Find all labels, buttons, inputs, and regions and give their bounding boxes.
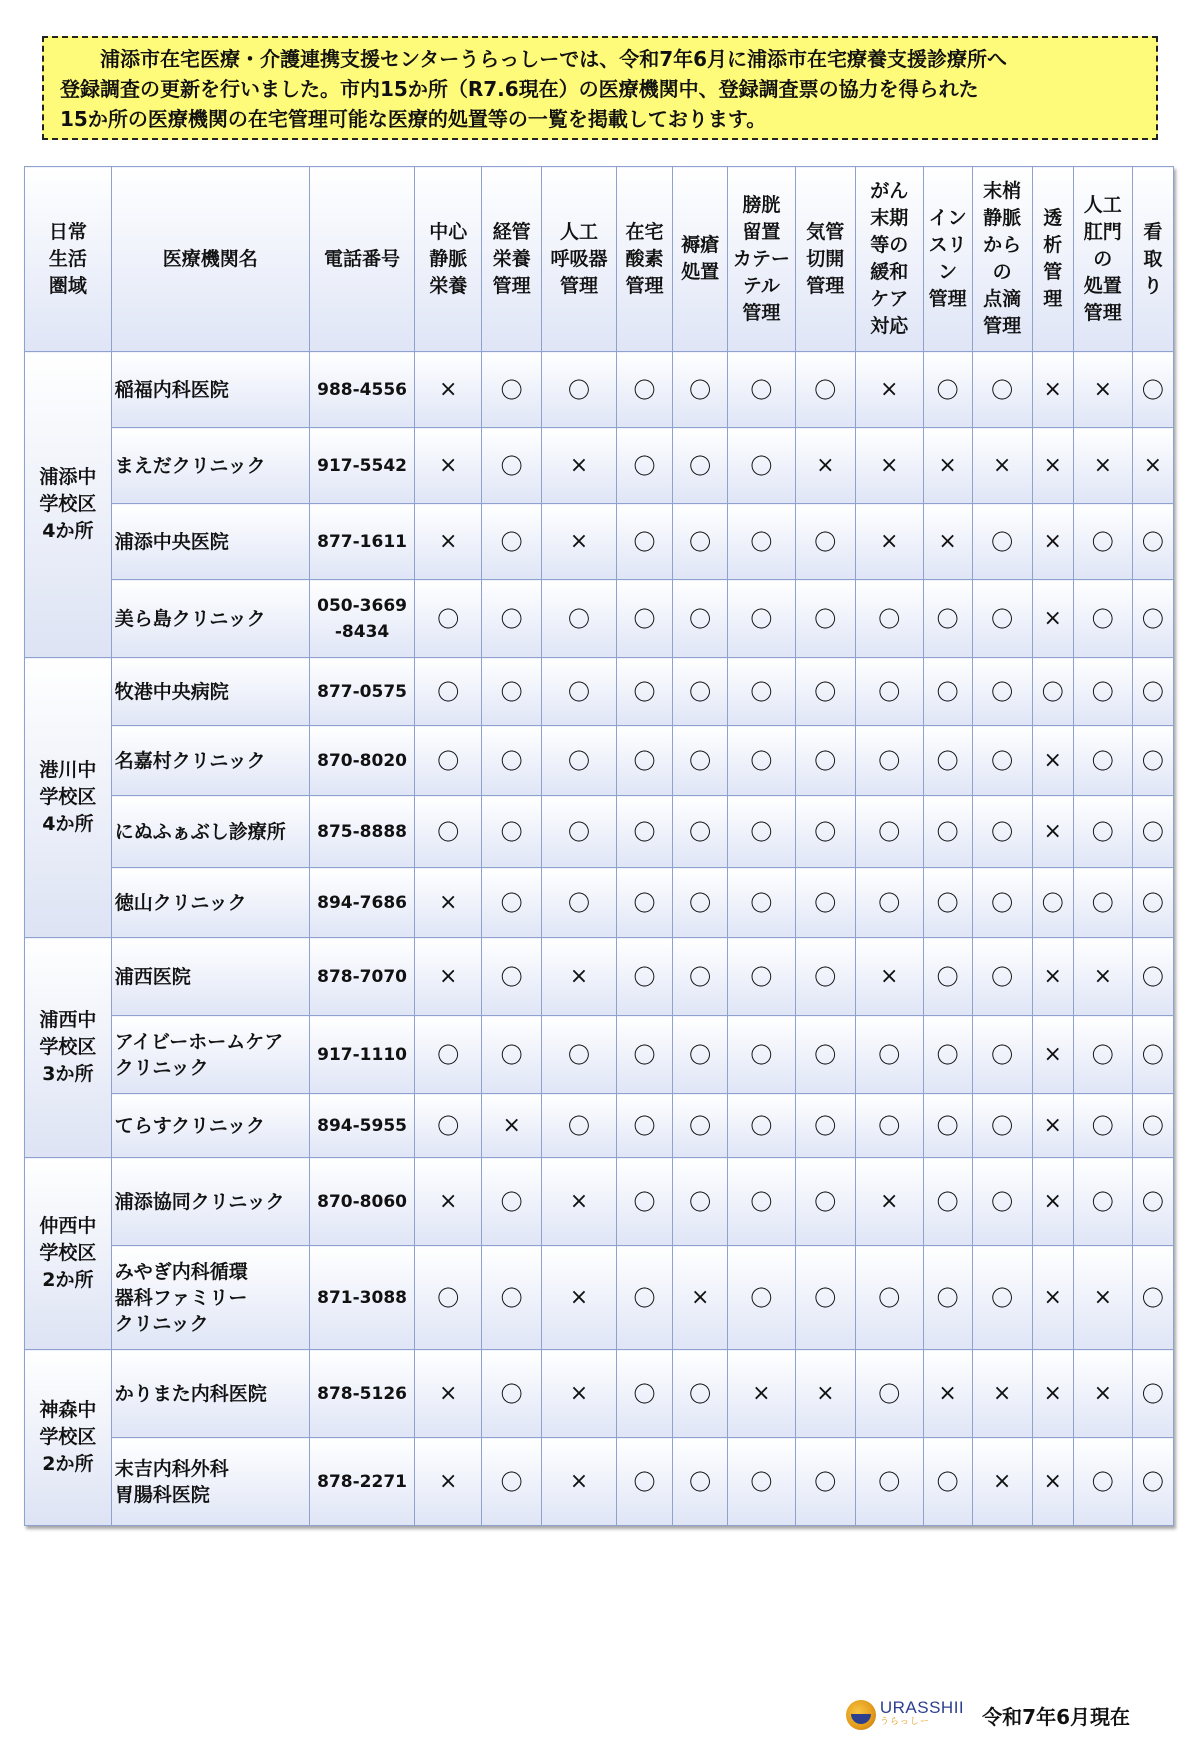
available-mark: 〇 (616, 352, 673, 428)
available-mark: 〇 (542, 1016, 617, 1094)
available-mark: 〇 (673, 868, 728, 938)
available-mark: 〇 (482, 938, 542, 1016)
facility-phone: 870-8020 (309, 726, 415, 796)
available-mark: 〇 (923, 726, 972, 796)
unavailable-mark: × (795, 1350, 855, 1438)
facility-phone: 870-8060 (309, 1158, 415, 1246)
available-mark: 〇 (727, 504, 795, 580)
facility-phone: 877-0575 (309, 658, 415, 726)
table-row (25, 1246, 1174, 1350)
available-mark: 〇 (482, 658, 542, 726)
as-of-date: 令和7年6月現在 (982, 1704, 1130, 1729)
unavailable-mark: × (1032, 1094, 1073, 1158)
available-mark: 〇 (673, 1438, 728, 1526)
unavailable-mark: × (923, 1350, 972, 1438)
unavailable-mark: × (542, 1158, 617, 1246)
available-mark: 〇 (855, 1246, 923, 1350)
available-mark: 〇 (616, 580, 673, 658)
available-mark: 〇 (1032, 868, 1073, 938)
available-mark: 〇 (482, 1438, 542, 1526)
available-mark: 〇 (482, 504, 542, 580)
available-mark: 〇 (972, 1158, 1032, 1246)
available-mark: 〇 (1073, 1094, 1132, 1158)
unavailable-mark: × (1032, 726, 1073, 796)
table-row (25, 1438, 1174, 1526)
available-mark: 〇 (727, 658, 795, 726)
available-mark: 〇 (1073, 580, 1132, 658)
available-mark: 〇 (415, 796, 482, 868)
table-row (25, 1094, 1174, 1158)
header-service: 気管 切開 管理 (795, 167, 855, 352)
unavailable-mark: × (542, 1350, 617, 1438)
header-service: 経管 栄養 管理 (482, 167, 542, 352)
available-mark: 〇 (542, 796, 617, 868)
area-label: 浦添中 学校区 4か所 (25, 352, 112, 658)
available-mark: 〇 (1073, 726, 1132, 796)
unavailable-mark: × (923, 428, 972, 504)
available-mark: 〇 (482, 1158, 542, 1246)
available-mark: 〇 (415, 1246, 482, 1350)
facility-name: 名嘉村クリニック (111, 726, 309, 796)
available-mark: 〇 (673, 1094, 728, 1158)
unavailable-mark: × (415, 1438, 482, 1526)
table-row (25, 504, 1174, 580)
table-row (25, 868, 1174, 938)
facility-phone: 878-2271 (309, 1438, 415, 1526)
available-mark: 〇 (673, 352, 728, 428)
unavailable-mark: × (972, 1350, 1032, 1438)
unavailable-mark: × (855, 352, 923, 428)
available-mark: 〇 (1132, 1246, 1173, 1350)
available-mark: 〇 (616, 428, 673, 504)
available-mark: 〇 (855, 658, 923, 726)
unavailable-mark: × (542, 428, 617, 504)
unavailable-mark: × (972, 428, 1032, 504)
unavailable-mark: × (415, 352, 482, 428)
facility-phone: 894-5955 (309, 1094, 415, 1158)
unavailable-mark: × (1073, 1350, 1132, 1438)
available-mark: 〇 (855, 1438, 923, 1526)
facility-name: アイビーホームケア クリニック (111, 1016, 309, 1094)
available-mark: 〇 (482, 868, 542, 938)
sun-logo-icon (846, 1700, 876, 1730)
available-mark: 〇 (616, 658, 673, 726)
table-row (25, 352, 1174, 428)
available-mark: 〇 (923, 1246, 972, 1350)
available-mark: 〇 (673, 1016, 728, 1094)
available-mark: 〇 (855, 580, 923, 658)
table-row (25, 580, 1174, 658)
available-mark: 〇 (542, 726, 617, 796)
unavailable-mark: × (1073, 428, 1132, 504)
available-mark: 〇 (727, 938, 795, 1016)
available-mark: 〇 (482, 796, 542, 868)
available-mark: 〇 (673, 1158, 728, 1246)
available-mark: 〇 (795, 726, 855, 796)
available-mark: 〇 (1132, 796, 1173, 868)
available-mark: 〇 (1132, 1350, 1173, 1438)
available-mark: 〇 (727, 1094, 795, 1158)
header-service: 中心 静脈 栄養 (415, 167, 482, 352)
available-mark: 〇 (616, 1158, 673, 1246)
available-mark: 〇 (972, 580, 1032, 658)
header-service: 人工 肛門 の 処置 管理 (1073, 167, 1132, 352)
available-mark: 〇 (616, 1246, 673, 1350)
unavailable-mark: × (1032, 352, 1073, 428)
available-mark: 〇 (972, 868, 1032, 938)
available-mark: 〇 (727, 726, 795, 796)
facility-phone: 875-8888 (309, 796, 415, 868)
header-service: 看 取 り (1132, 167, 1173, 352)
available-mark: 〇 (727, 796, 795, 868)
available-mark: 〇 (482, 726, 542, 796)
available-mark: 〇 (673, 658, 728, 726)
facility-phone: 877-1611 (309, 504, 415, 580)
facility-name: 稲福内科医院 (111, 352, 309, 428)
available-mark: 〇 (727, 1438, 795, 1526)
available-mark: 〇 (972, 938, 1032, 1016)
unavailable-mark: × (855, 938, 923, 1016)
available-mark: 〇 (795, 868, 855, 938)
available-mark: 〇 (1132, 658, 1173, 726)
available-mark: 〇 (727, 1016, 795, 1094)
unavailable-mark: × (542, 1438, 617, 1526)
unavailable-mark: × (1073, 352, 1132, 428)
available-mark: 〇 (482, 1016, 542, 1094)
available-mark: 〇 (415, 658, 482, 726)
facility-name: 浦西医院 (111, 938, 309, 1016)
available-mark: 〇 (923, 1016, 972, 1094)
available-mark: 〇 (1073, 658, 1132, 726)
available-mark: 〇 (673, 796, 728, 868)
header-service: 膀胱 留置 カテー テル 管理 (727, 167, 795, 352)
table-row (25, 658, 1174, 726)
available-mark: 〇 (673, 726, 728, 796)
available-mark: 〇 (1132, 1016, 1173, 1094)
table-row (25, 1158, 1174, 1246)
facility-phone: 917-5542 (309, 428, 415, 504)
available-mark: 〇 (972, 352, 1032, 428)
unavailable-mark: × (542, 504, 617, 580)
available-mark: 〇 (1132, 1094, 1173, 1158)
available-mark: 〇 (727, 1246, 795, 1350)
available-mark: 〇 (972, 796, 1032, 868)
unavailable-mark: × (1032, 504, 1073, 580)
available-mark: 〇 (923, 796, 972, 868)
logo-text: URASSHII (879, 1698, 965, 1717)
facility-name: まえだクリニック (111, 428, 309, 504)
unavailable-mark: × (1032, 1158, 1073, 1246)
available-mark: 〇 (673, 504, 728, 580)
table-row (25, 428, 1174, 504)
unavailable-mark: × (415, 428, 482, 504)
unavailable-mark: × (1073, 1246, 1132, 1350)
available-mark: 〇 (795, 1094, 855, 1158)
facility-name: にぬふぁぶし診療所 (111, 796, 309, 868)
available-mark: 〇 (855, 796, 923, 868)
available-mark: 〇 (855, 1350, 923, 1438)
table-row (25, 1016, 1174, 1094)
unavailable-mark: × (1073, 938, 1132, 1016)
unavailable-mark: × (1032, 1350, 1073, 1438)
notice-line-1: 浦添市在宅医療・介護連携支援センターうらっしーでは、令和7年6月に浦添市在宅療養支援診療所へ (100, 47, 1008, 71)
available-mark: 〇 (415, 1016, 482, 1094)
available-mark: 〇 (415, 580, 482, 658)
unavailable-mark: × (1032, 938, 1073, 1016)
available-mark: 〇 (727, 352, 795, 428)
facility-name: 浦添協同クリニック (111, 1158, 309, 1246)
available-mark: 〇 (795, 658, 855, 726)
unavailable-mark: × (542, 938, 617, 1016)
table-row (25, 796, 1174, 868)
unavailable-mark: × (415, 868, 482, 938)
unavailable-mark: × (795, 428, 855, 504)
facility-name: 末吉内科外科 胃腸科医院 (111, 1438, 309, 1526)
facility-name: 牧港中央病院 (111, 658, 309, 726)
available-mark: 〇 (972, 1094, 1032, 1158)
available-mark: 〇 (795, 796, 855, 868)
unavailable-mark: × (415, 938, 482, 1016)
available-mark: 〇 (727, 868, 795, 938)
header-service: イン スリ ン 管理 (923, 167, 972, 352)
available-mark: 〇 (1073, 868, 1132, 938)
available-mark: 〇 (616, 504, 673, 580)
available-mark: 〇 (673, 938, 728, 1016)
header-service: 末梢 静脈 から の 点滴 管理 (972, 167, 1032, 352)
facility-phone: 871-3088 (309, 1246, 415, 1350)
available-mark: 〇 (855, 726, 923, 796)
unavailable-mark: × (972, 1438, 1032, 1526)
unavailable-mark: × (1032, 1438, 1073, 1526)
available-mark: 〇 (1073, 1438, 1132, 1526)
area-label: 浦西中 学校区 3か所 (25, 938, 112, 1158)
unavailable-mark: × (855, 1158, 923, 1246)
unavailable-mark: × (727, 1350, 795, 1438)
table-body (25, 352, 1174, 1526)
available-mark: 〇 (972, 658, 1032, 726)
available-mark: 〇 (482, 1350, 542, 1438)
available-mark: 〇 (482, 580, 542, 658)
unavailable-mark: × (923, 504, 972, 580)
unavailable-mark: × (415, 1350, 482, 1438)
available-mark: 〇 (673, 428, 728, 504)
logo-subtext: うらっしー (879, 1717, 930, 1727)
facility-name: 徳山クリニック (111, 868, 309, 938)
table-row (25, 726, 1174, 796)
available-mark: 〇 (972, 726, 1032, 796)
facility-phone: 878-5126 (309, 1350, 415, 1438)
available-mark: 〇 (795, 938, 855, 1016)
header-service: 褥瘡 処置 (673, 167, 728, 352)
available-mark: 〇 (923, 868, 972, 938)
available-mark: 〇 (923, 352, 972, 428)
available-mark: 〇 (1032, 658, 1073, 726)
notice-line-2: 登録調査の更新を行いました。市内15か所（R7.6現在）の医療機関中、登録調査票の協力を得られた (60, 77, 979, 101)
header-name: 医療機関名 (111, 167, 309, 352)
header-area: 日常 生活 圏域 (25, 167, 112, 352)
available-mark: 〇 (1132, 726, 1173, 796)
available-mark: 〇 (727, 580, 795, 658)
available-mark: 〇 (1132, 352, 1173, 428)
available-mark: 〇 (795, 1438, 855, 1526)
available-mark: 〇 (1073, 1016, 1132, 1094)
available-mark: 〇 (727, 428, 795, 504)
available-mark: 〇 (923, 1158, 972, 1246)
available-mark: 〇 (923, 658, 972, 726)
unavailable-mark: × (1132, 428, 1173, 504)
area-label: 神森中 学校区 2か所 (25, 1350, 112, 1526)
header-service: がん 末期 等の 緩和 ケア 対応 (855, 167, 923, 352)
header-service: 在宅 酸素 管理 (616, 167, 673, 352)
available-mark: 〇 (542, 868, 617, 938)
available-mark: 〇 (972, 1246, 1032, 1350)
facility-phone: 894-7686 (309, 868, 415, 938)
table-row (25, 938, 1174, 1016)
header-service: 人工 呼吸器 管理 (542, 167, 617, 352)
available-mark: 〇 (1132, 1158, 1173, 1246)
available-mark: 〇 (1073, 1158, 1132, 1246)
footer (846, 1698, 1130, 1732)
available-mark: 〇 (482, 1246, 542, 1350)
available-mark: 〇 (1132, 504, 1173, 580)
available-mark: 〇 (542, 580, 617, 658)
available-mark: 〇 (923, 1094, 972, 1158)
urasshii-logo (846, 1700, 964, 1730)
facility-name: かりまた内科医院 (111, 1350, 309, 1438)
header-phone: 電話番号 (309, 167, 415, 352)
available-mark: 〇 (415, 1094, 482, 1158)
header-row (25, 167, 1174, 352)
available-mark: 〇 (616, 1016, 673, 1094)
available-mark: 〇 (1132, 868, 1173, 938)
available-mark: 〇 (855, 1094, 923, 1158)
available-mark: 〇 (1073, 796, 1132, 868)
available-mark: 〇 (673, 1350, 728, 1438)
unavailable-mark: × (1032, 428, 1073, 504)
available-mark: 〇 (616, 1094, 673, 1158)
facility-name: 美ら島クリニック (111, 580, 309, 658)
available-mark: 〇 (855, 1016, 923, 1094)
available-mark: 〇 (542, 352, 617, 428)
available-mark: 〇 (1132, 580, 1173, 658)
available-mark: 〇 (1132, 1438, 1173, 1526)
unavailable-mark: × (415, 504, 482, 580)
available-mark: 〇 (795, 1158, 855, 1246)
available-mark: 〇 (1132, 938, 1173, 1016)
table-row (25, 1350, 1174, 1438)
available-mark: 〇 (616, 1438, 673, 1526)
available-mark: 〇 (1073, 504, 1132, 580)
header-service: 透 析 管 理 (1032, 167, 1073, 352)
available-mark: 〇 (616, 796, 673, 868)
unavailable-mark: × (542, 1246, 617, 1350)
available-mark: 〇 (923, 938, 972, 1016)
available-mark: 〇 (673, 580, 728, 658)
available-mark: 〇 (542, 1094, 617, 1158)
area-label: 仲西中 学校区 2か所 (25, 1158, 112, 1350)
available-mark: 〇 (795, 352, 855, 428)
area-label: 港川中 学校区 4か所 (25, 658, 112, 938)
available-mark: 〇 (616, 868, 673, 938)
unavailable-mark: × (855, 428, 923, 504)
available-mark: 〇 (616, 1350, 673, 1438)
unavailable-mark: × (482, 1094, 542, 1158)
available-mark: 〇 (972, 504, 1032, 580)
available-mark: 〇 (795, 1016, 855, 1094)
facility-phone: 988-4556 (309, 352, 415, 428)
available-mark: 〇 (482, 352, 542, 428)
facility-phone: 917-1110 (309, 1016, 415, 1094)
notice-line-3: 15か所の医療機関の在宅管理可能な医療的処置等の一覧を掲載しております。 (60, 107, 767, 131)
available-mark: 〇 (795, 580, 855, 658)
facility-phone: 050-3669 -8434 (309, 580, 415, 658)
facility-table (24, 166, 1174, 1526)
available-mark: 〇 (616, 726, 673, 796)
available-mark: 〇 (855, 868, 923, 938)
available-mark: 〇 (415, 726, 482, 796)
available-mark: 〇 (923, 1438, 972, 1526)
facility-name: みやぎ内科循環 器科ファミリー クリニック (111, 1246, 309, 1350)
available-mark: 〇 (542, 658, 617, 726)
available-mark: 〇 (727, 1158, 795, 1246)
unavailable-mark: × (855, 504, 923, 580)
unavailable-mark: × (1032, 580, 1073, 658)
available-mark: 〇 (795, 504, 855, 580)
available-mark: 〇 (616, 938, 673, 1016)
available-mark: 〇 (972, 1016, 1032, 1094)
available-mark: 〇 (923, 580, 972, 658)
unavailable-mark: × (1032, 1016, 1073, 1094)
unavailable-mark: × (1032, 796, 1073, 868)
available-mark: 〇 (482, 428, 542, 504)
unavailable-mark: × (1032, 1246, 1073, 1350)
facility-name: 浦添中央医院 (111, 504, 309, 580)
unavailable-mark: × (673, 1246, 728, 1350)
notice-box (42, 36, 1158, 140)
available-mark: 〇 (795, 1246, 855, 1350)
facility-phone: 878-7070 (309, 938, 415, 1016)
facility-name: てらすクリニック (111, 1094, 309, 1158)
unavailable-mark: × (415, 1158, 482, 1246)
